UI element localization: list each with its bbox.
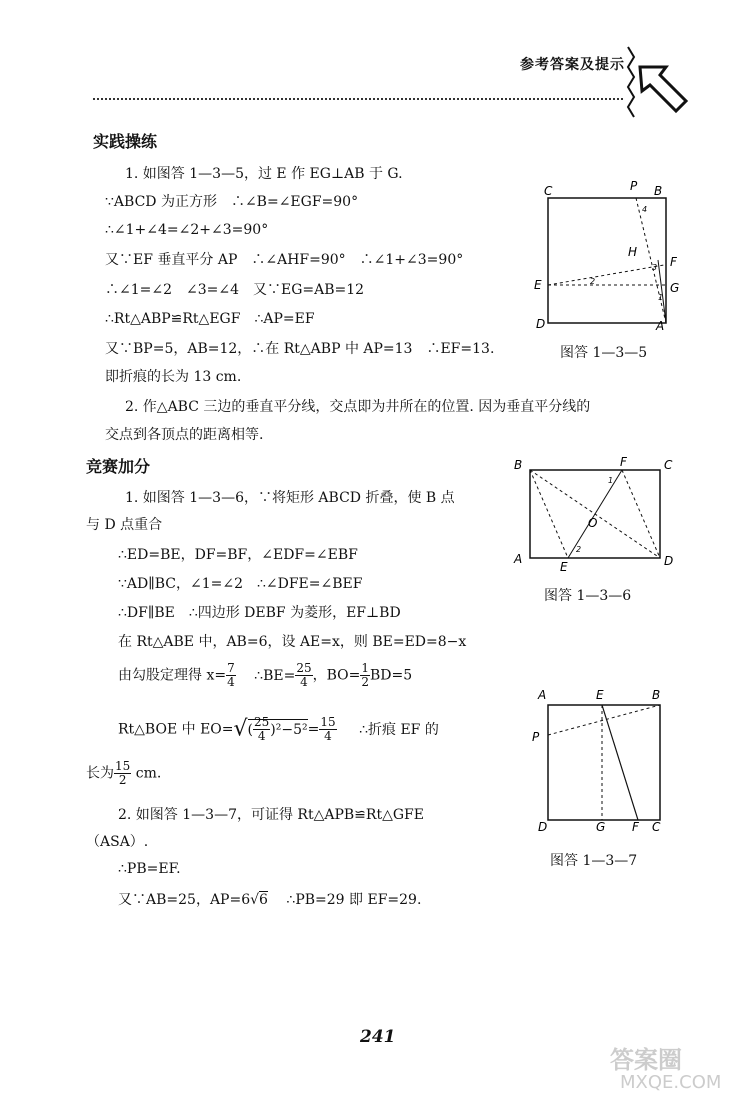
fig1-label-3: 3 — [652, 263, 658, 272]
sqrt-radicand: ( $\frac{25}{4}$ )²−5² — [247, 715, 308, 743]
fig3-label-C: C — [652, 820, 661, 834]
practice-line-9: 2. 作△ABC 三边的垂直平分线，交点即为井所在的位置. 因为垂直平分线的 — [125, 399, 591, 415]
figure-3-caption: 图答 1—3—7 — [550, 853, 638, 869]
fig2-label-E: E — [560, 560, 568, 573]
fraction-numerator: 15 — [115, 759, 131, 773]
bonus-line-5: ∴DF∥BE ∴四边形 DEBF 为菱形，EF⊥BD — [118, 605, 401, 621]
header-title: 参考答案及提示 — [520, 57, 625, 73]
fraction-numerator: 15 — [320, 715, 336, 729]
bonus-line-2: 与 D 点重合 — [86, 517, 163, 533]
bonus-line-8-rest: )²−5² — [270, 721, 308, 738]
bonus-line-9b: cm. — [135, 765, 162, 782]
fig3-label-F: F — [632, 820, 639, 834]
fraction-numerator: 1 — [361, 661, 370, 675]
fraction-1-2 — [360, 662, 370, 689]
figure-3-square — [530, 685, 680, 835]
sqrt-sign: √ — [250, 892, 260, 908]
bonus-line-11: （ASA）. — [86, 834, 149, 850]
practice-line-7: 又∵BP=5，AB=12，∴在 Rt△ABP 中 AP=13 ∴EF=13. — [105, 341, 495, 357]
fig2-label-2: 2 — [576, 545, 582, 554]
bonus-line-4: ∵AD∥BC，∠1=∠2 ∴∠DFE=∠BEF — [118, 576, 363, 592]
bonus-line-7a: 由勾股定理得 x= — [118, 667, 227, 684]
practice-line-2: ∵ABCD 为正方形 ∴∠B=∠EGF=90° — [105, 194, 359, 210]
bonus-line-13 — [118, 890, 421, 910]
bonus-line-1: 1. 如图答 1—3—6，∵将矩形 ABCD 折叠，使 B 点 — [125, 490, 455, 506]
fig1-label-G: G — [670, 281, 680, 295]
practice-line-4: 又∵EF 垂直平分 AP ∴∠AHF=90° ∴∠1+∠3=90° — [105, 252, 464, 268]
fig1-label-4: 4 — [642, 205, 648, 214]
fig2-label-D: D — [664, 554, 674, 568]
figure-1-square — [530, 180, 690, 340]
fraction-7-4 — [226, 662, 236, 689]
bonus-line-12: ∴PB=EF. — [118, 861, 181, 877]
fig2-label-F: F — [620, 455, 627, 469]
fig1-label-F: F — [670, 255, 677, 269]
figure-2-caption: 图答 1—3—6 — [544, 588, 632, 604]
fraction-numerator: 25 — [254, 715, 270, 729]
sqrt-radicand: 6 — [259, 892, 268, 908]
bonus-line-13b: ∴PB=29 即 EF=29. — [286, 892, 422, 908]
fig3-label-A: A — [538, 688, 547, 702]
watermark-url: MXQE.COM — [620, 1072, 722, 1093]
bonus-line-9 — [86, 760, 161, 787]
bonus-line-8b: ∴折痕 EF 的 — [359, 721, 439, 738]
fig3-label-B: B — [652, 688, 661, 702]
fraction-15-4 — [319, 716, 336, 743]
fig3-label-E: E — [596, 688, 604, 702]
fraction-numerator: 7 — [227, 661, 235, 675]
section-title-practice: 实践操练 — [93, 132, 158, 151]
section-title-bonus: 竞赛加分 — [86, 457, 151, 476]
fraction-denominator: 4 — [300, 675, 308, 689]
header-divider — [93, 98, 623, 100]
fraction-denominator: 4 — [257, 729, 266, 743]
bonus-line-7b: ∴BE= — [254, 667, 296, 684]
fig2-label-A: A — [514, 552, 523, 566]
fig2-label-O: O — [588, 516, 598, 530]
arrow-icon — [618, 45, 690, 127]
bonus-line-9a: 长为 — [86, 765, 114, 782]
fraction-denominator: 4 — [227, 675, 235, 689]
bonus-line-13a: 又∵AB=25，AP=6 — [118, 892, 251, 908]
practice-line-5: ∴∠1=∠2 ∠3=∠4 又∵EG=AB=12 — [105, 282, 365, 298]
fig3-label-P: P — [532, 730, 540, 744]
fig1-label-D: D — [536, 317, 546, 331]
equals-sign: = — [307, 721, 320, 738]
fig1-label-H: H — [628, 245, 638, 259]
fraction-denominator: 2 — [361, 675, 370, 689]
fig1-label-1: 1 — [658, 293, 664, 302]
fraction-25-4-inner — [253, 716, 270, 743]
fig1-label-2: 2 — [590, 277, 596, 286]
bonus-line-6: 在 Rt△ABE 中，AB=6，设 AE=x，则 BE=ED=8−x — [118, 634, 467, 650]
fraction-numerator: 25 — [296, 661, 312, 675]
fraction-denominator: 2 — [118, 773, 127, 787]
fraction-15-2 — [114, 760, 131, 787]
bonus-line-8a: Rt△BOE 中 EO= — [118, 721, 234, 738]
bonus-line-7 — [118, 662, 412, 689]
practice-line-10: 交点到各顶点的距离相等. — [105, 427, 264, 443]
fig1-label-E: E — [534, 278, 542, 292]
page-number: 241 — [360, 1027, 396, 1047]
bonus-line-10: 2. 如图答 1—3—7，可证得 Rt△APB≌Rt△GFE — [118, 807, 424, 823]
practice-line-6: ∴Rt△ABP≌Rt△EGF ∴AP=EF — [105, 311, 315, 327]
bonus-line-8 — [118, 716, 439, 743]
practice-line-3: ∴∠1+∠4=∠2+∠3=90° — [105, 222, 269, 238]
fraction-25-4 — [295, 662, 312, 689]
bonus-line-7d: BD=5 — [370, 667, 413, 684]
sqrt-sign: √ — [233, 716, 248, 742]
bonus-line-3: ∴ED=BE，DF=BF，∠EDF=∠EBF — [118, 547, 358, 563]
watermark-logo: 答案圈 — [610, 1046, 682, 1074]
fig1-label-B: B — [654, 184, 663, 198]
fig2-label-B: B — [514, 458, 523, 472]
fraction-denominator: 4 — [324, 729, 332, 743]
figure-1-caption: 图答 1—3—5 — [560, 345, 648, 361]
bonus-line-7c: ，BO= — [312, 667, 361, 684]
fig1-label-A: A — [656, 319, 665, 333]
fig2-label-C: C — [664, 458, 673, 472]
fig3-label-G: G — [596, 820, 606, 834]
fig1-label-P: P — [630, 180, 638, 193]
fig1-label-C: C — [544, 184, 553, 198]
figure-2-rectangle — [510, 455, 685, 573]
practice-line-8: 即折痕的长为 13 cm. — [105, 369, 242, 385]
fig3-label-D: D — [538, 820, 548, 834]
fig2-label-1: 1 — [608, 476, 614, 485]
practice-line-1: 1. 如图答 1—3—5，过 E 作 EG⊥AB 于 G. — [125, 166, 403, 182]
